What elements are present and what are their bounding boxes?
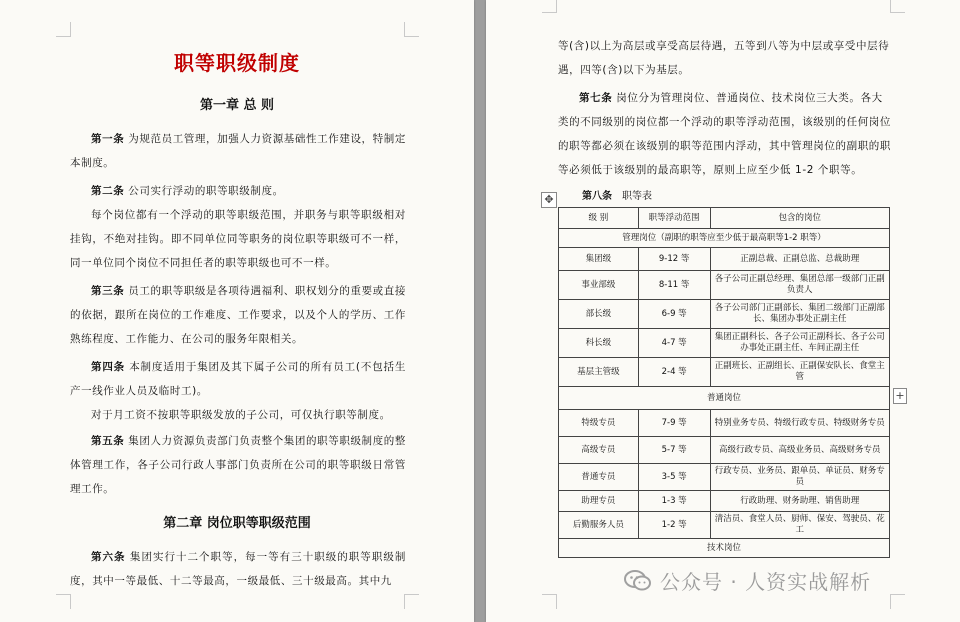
section-general: 普通岗位	[559, 387, 890, 410]
document-title: 职等职级制度	[174, 51, 300, 75]
table-add-row-icon[interactable]: +	[893, 388, 907, 404]
table-row	[559, 248, 890, 271]
table-header-row	[559, 208, 890, 229]
table-cell: 4-7 等	[638, 329, 710, 358]
table-cell: 后勤服务人员	[559, 512, 639, 539]
article-2-text: 公司实行浮动的职等职级制度。	[128, 185, 284, 197]
table-section-row	[559, 387, 890, 410]
article-6-head: 第六条	[91, 551, 126, 563]
table-cell: 基层主管级	[559, 358, 639, 387]
article-8-text: 职等表	[622, 191, 652, 202]
document-page-left	[0, 0, 474, 622]
article-3-text: 员工的职等职级是各项待遇福利、职权划分的重要或直接的依据，跟所在岗位的工作难度、工作要求，以及个人的学历、工作熟练程度、工作能力、在公司的服务年限相关。	[70, 285, 406, 345]
margin-mark-bottom-left	[542, 594, 557, 609]
table-cell: 8-11 等	[638, 271, 710, 300]
table-cell: 集团级	[559, 248, 639, 271]
chapter-1-heading: 第一章 总 则	[199, 98, 275, 113]
table-row	[559, 300, 890, 329]
table-row	[559, 464, 890, 491]
table-row	[559, 410, 890, 437]
paragraph-continued: 等(含)以上为高层或享受高层待遇，五等到八等为中层或享受中层待遇，四等(含)以下为基层。	[558, 40, 890, 76]
table-section-row	[559, 229, 890, 248]
margin-mark-top-right	[890, 0, 905, 13]
table-move-handle-icon[interactable]: ✥	[541, 192, 557, 208]
table-section-row	[559, 539, 890, 558]
paragraph-subsidiary: 对于月工资不按职等职级发放的子公司，可仅执行职等制度。	[91, 409, 391, 421]
watermark-text: 公众号 · 人资实战解析	[660, 570, 872, 594]
section-technical: 技术岗位	[559, 539, 890, 558]
table-row	[559, 491, 890, 512]
article-4-head: 第四条	[91, 361, 126, 373]
table-cell: 各子公司部门正副部长、集团二级部门正副部长、集团办事处正副主任	[710, 300, 889, 329]
watermark	[624, 566, 871, 595]
table-cell: 7-9 等	[638, 410, 710, 437]
article-5	[70, 429, 406, 501]
table-cell: 2-4 等	[638, 358, 710, 387]
table-row	[559, 329, 890, 358]
article-2-head: 第二条	[91, 185, 125, 197]
article-8	[582, 187, 652, 202]
table-cell: 高级专员	[559, 437, 639, 464]
table-cell: 高级行政专员、高级业务员、高级财务专员	[710, 437, 889, 464]
table-cell: 普通专员	[559, 464, 639, 491]
table-row	[559, 512, 890, 539]
header-level: 级 别	[559, 208, 639, 229]
section-management: 管理岗位（副职的职等应至少低于最高职等1-2 职等）	[559, 229, 890, 248]
margin-mark-top-left	[542, 0, 557, 13]
article-4-text: 本制度适用于集团及其下属子公司的所有员工(不包括生产一线作业人员及临时工)。	[70, 361, 406, 397]
table-cell: 集团正副科长、各子公司正副科长、各子公司办事处正副主任、车间正副主任	[710, 329, 889, 358]
table-cell: 5-7 等	[638, 437, 710, 464]
article-8-head: 第八条	[582, 191, 612, 202]
table-cell: 3-5 等	[638, 464, 710, 491]
article-1	[70, 127, 406, 175]
header-positions: 包含的岗位	[710, 208, 889, 229]
margin-mark-top-left	[56, 22, 71, 37]
article-7	[558, 86, 892, 182]
table-cell: 9-12 等	[638, 248, 710, 271]
table-row	[559, 437, 890, 464]
margin-mark-top-right	[404, 22, 419, 37]
article-4	[70, 355, 406, 403]
table-cell: 特别业务专员、特级行政专员、特级财务专员	[710, 410, 889, 437]
article-6	[70, 545, 406, 593]
table-cell: 助理专员	[559, 491, 639, 512]
article-2	[70, 179, 406, 203]
table-cell: 科长级	[559, 329, 639, 358]
article-7-head: 第七条	[579, 92, 613, 104]
article-5-text: 集团人力资源负责部门负责整个集团的职等职级制度的整体管理工作，各子公司行政人事部门负责所在公司的职等职级日常管理工作。	[70, 435, 406, 495]
article-1-text: 为规范员工管理，加强人力资源基础性工作建设，特制定本制度。	[70, 133, 406, 169]
article-3	[70, 279, 406, 351]
margin-mark-bottom-right	[890, 594, 905, 609]
grade-table	[558, 207, 890, 558]
table-cell: 6-9 等	[638, 300, 710, 329]
table-cell: 1-2 等	[638, 512, 710, 539]
wechat-icon	[624, 570, 652, 592]
chapter-2-heading: 第二章 岗位职等职级范围	[163, 516, 311, 531]
table-cell: 事业部级	[559, 271, 639, 300]
margin-mark-bottom-right	[404, 594, 419, 609]
margin-mark-bottom-left	[56, 594, 71, 609]
table-row	[559, 358, 890, 387]
article-3-head: 第三条	[91, 285, 125, 297]
article-7-text: 岗位分为管理岗位、普通岗位、技术岗位三大类。各大类的不同级别的岗位都一个浮动的职等浮动范围，该级别的任何岗位的职等都必须在该级别的职等范围内浮动，其中管理岗位的副职的职等必须低于该级别的最高职等，原则上应至少低 1-2 个职等。	[558, 92, 891, 176]
header-range: 职等浮动范围	[638, 208, 710, 229]
table-cell: 特级专员	[559, 410, 639, 437]
article-6-text: 集团实行十二个职等，每一等有三十职级的职等职级制度，其中一等最低、十二等最高，一级最低、三十级最高。其中九	[70, 551, 406, 587]
table-cell: 部长级	[559, 300, 639, 329]
table-cell: 行政助理、财务助理、销售助理	[710, 491, 889, 512]
table-cell: 行政专员、业务员、跟单员、单证员、财务专员	[710, 464, 889, 491]
article-1-head: 第一条	[91, 133, 125, 145]
table-cell: 正副班长、正副组长、正副保安队长、食堂主管	[710, 358, 889, 387]
table-row	[559, 271, 890, 300]
paragraph-floating-range: 每个岗位都有一个浮动的职等职级范围，并职务与职等职级相对挂钩，不绝对挂钩。即不同单位同等职务的岗位职等职级可不一样，同一单位同个岗位不同担任者的职等职级也可不一样。	[70, 209, 406, 269]
table-cell: 清洁员、食堂人员、厨师、保安、驾驶员、花工	[710, 512, 889, 539]
table-cell: 各子公司正副总经理、集团总部一级部门正副负责人	[710, 271, 889, 300]
table-cell: 正副总裁、正副总监、总裁助理	[710, 248, 889, 271]
table-cell: 1-3 等	[638, 491, 710, 512]
article-5-head: 第五条	[91, 435, 125, 447]
